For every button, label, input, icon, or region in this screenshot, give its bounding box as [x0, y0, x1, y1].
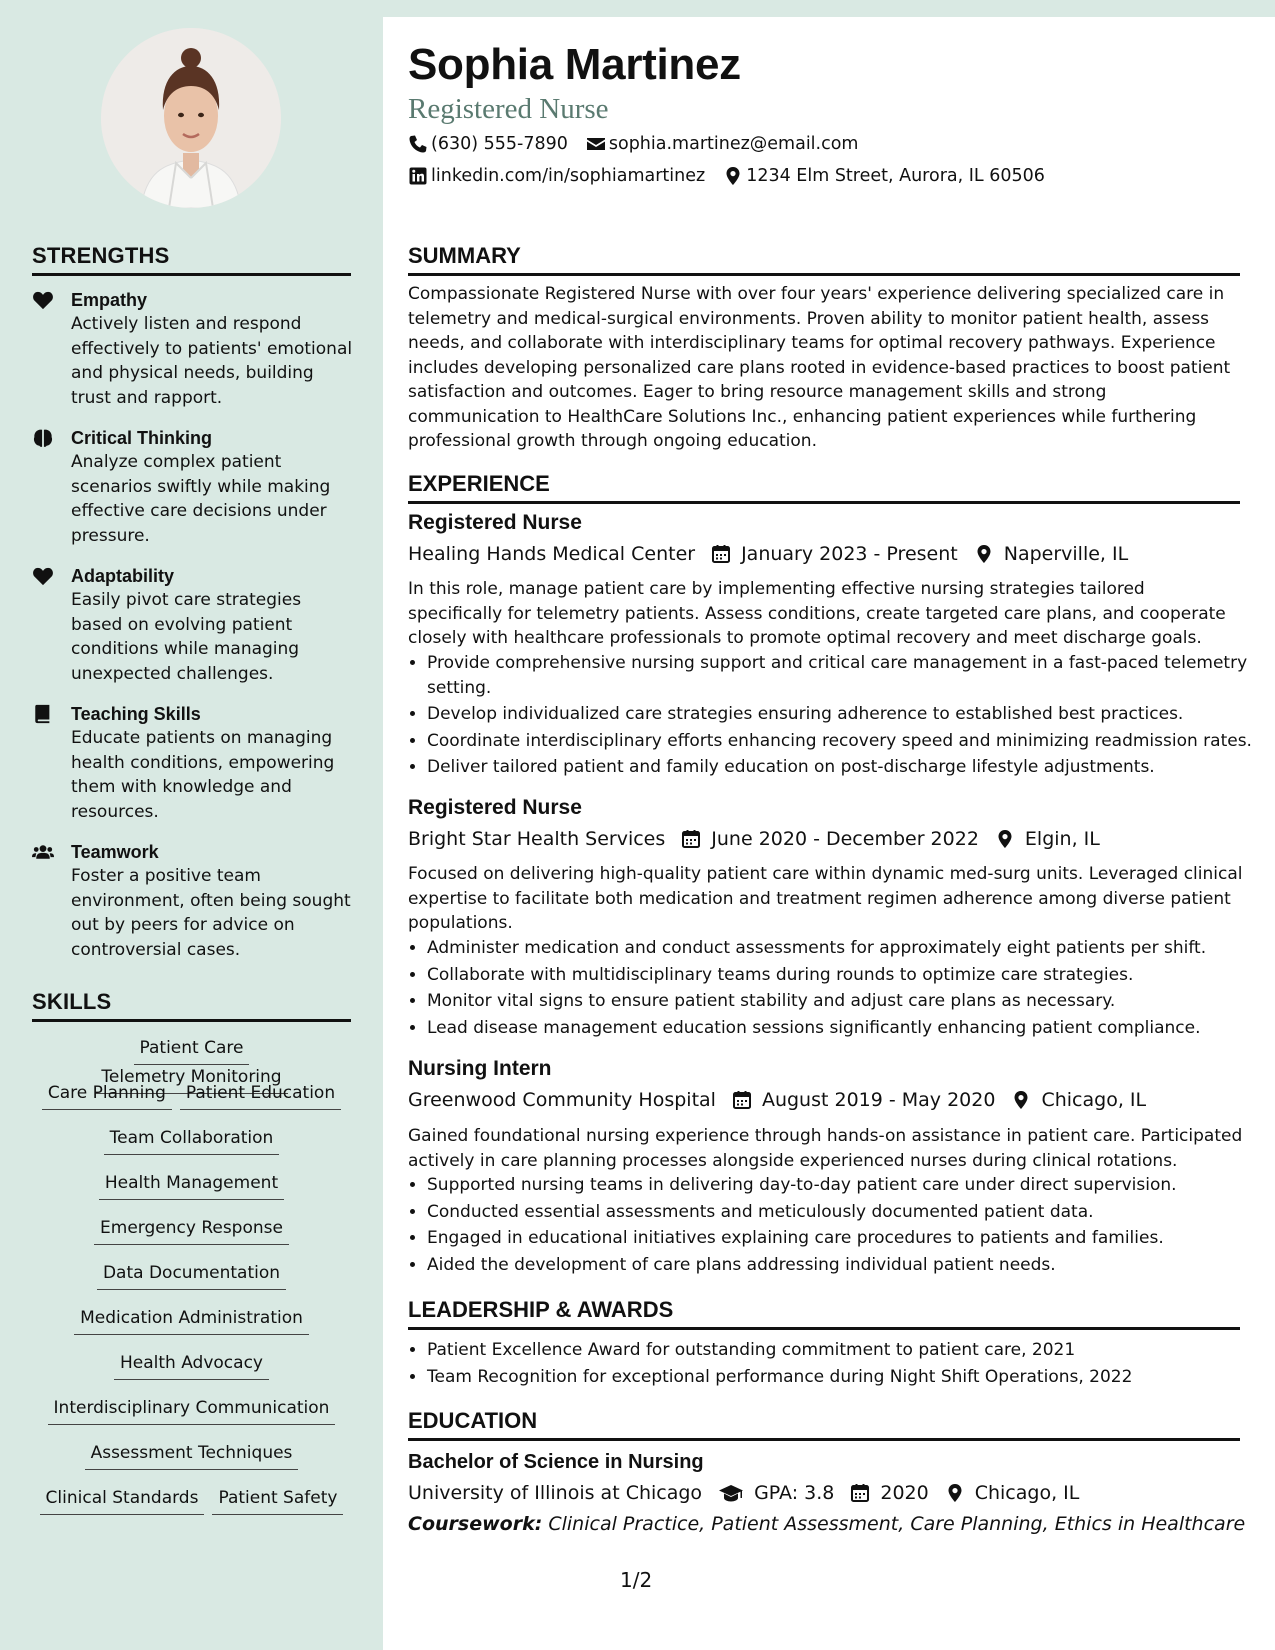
job-bullet: • Deliver tailored patient and family education on post-discharge lifestyle adjustments.: [427, 755, 1262, 780]
award-item: • Patient Excellence Award for outstanding commitment to patient care, 2021: [427, 1338, 1262, 1363]
job-location: Chicago, IL: [1041, 1089, 1147, 1111]
education-heading: EDUCATION: [408, 1408, 1240, 1441]
job-location: Elgin, IL: [1024, 828, 1100, 850]
strength-title: Critical Thinking: [71, 428, 213, 448]
job-description: Gained foundational nursing experience through hands-on assistance in patient care. Participated actively in care planning processes alongside experienced nurses during clinical rotations.: [408, 1126, 1243, 1171]
strength-desc: Educate patients on managing health conditions, empowering them with knowledge and resources.: [71, 728, 335, 822]
location-pin-icon: [945, 1483, 965, 1503]
job-description: Focused on delivering high-quality patient care within dynamic med-surg units. Leveraged clinical expertise to facilitate both medication and treatment regimen adherence among diverse patient populations.: [408, 864, 1243, 933]
skill-chip: Health Advocacy: [114, 1351, 269, 1380]
degree-title: Bachelor of Science in Nursing: [408, 1451, 704, 1473]
contact-row-2: [408, 166, 1045, 186]
awards-list: [408, 1338, 1262, 1391]
job-bullets: [408, 1173, 1262, 1279]
linkedin-link[interactable]: linkedin.com/in/sophiamartinez: [431, 166, 706, 186]
strength-desc: Foster a positive team environment, often being sought out by peers for advice on controversial cases.: [71, 866, 351, 960]
summary-text: Compassionate Registered Nurse with over four years' experience delivering specialized care in telemetry and medical-surgical environments. Proven ability to monitor patient health, assess needs, and collaborate with interdisciplinary teams for optimal recovery pathways. Experience includes developing personalized care plans rooted in evidence-based practices to boost patient satisfaction and outcomes. Eager to bring resource management skills and strong communication to HealthCare Solutions Inc., enhancing patient experiences while furthering professional growth through ongoing education.: [408, 284, 1231, 451]
strength-item: [32, 288, 354, 410]
address-text: 1234 Elm Street, Aurora, IL 60506: [746, 166, 1045, 186]
strengths-list: [32, 288, 354, 978]
skills-heading: SKILLS: [32, 989, 351, 1022]
skill-chip: Interdisciplinary Communication: [48, 1396, 336, 1425]
linkedin-icon: [408, 166, 428, 186]
job-dates: August 2019 - May 2020: [761, 1089, 996, 1111]
job-bullets: [408, 651, 1262, 782]
strength-title: Teamwork: [71, 842, 159, 862]
job-dates: January 2023 - Present: [741, 543, 958, 565]
coursework-line: [408, 1513, 1245, 1535]
job-meta: [408, 543, 1128, 565]
school-name: University of Illinois at Chicago: [408, 1482, 703, 1504]
job-bullet: • Provide comprehensive nursing support and critical care management in a fast-paced telemetry setting.: [427, 651, 1262, 700]
strength-item: [32, 840, 354, 962]
award-item: • Team Recognition for exceptional performance during Night Shift Operations, 2022: [427, 1365, 1262, 1390]
skill-chip: Patient Safety: [212, 1486, 343, 1515]
graduation-year: 2020: [880, 1482, 929, 1504]
job-description: In this role, manage patient care by implementing effective nursing strategies tailored specifically for telemetry patients. Assess conditions, create targeted care plans, and cooperate closely with healthcare professionals to promote optimal recovery and meet discharge goals.: [408, 579, 1226, 648]
phone-text: (630) 555-7890: [431, 134, 568, 154]
location-pin-icon: [974, 544, 994, 564]
page-indicator: 1/2: [620, 1568, 653, 1592]
heart-icon: [32, 290, 54, 310]
job-company: Healing Hands Medical Center: [408, 543, 696, 565]
strength-desc: Easily pivot care strategies based on evolving patient conditions while managing unexpected challenges.: [71, 590, 302, 684]
brain-icon: [32, 428, 54, 448]
school-location: Chicago, IL: [974, 1482, 1080, 1504]
job-meta: [408, 828, 1100, 850]
skill-chip: Data Documentation: [97, 1261, 286, 1290]
job-company: Bright Star Health Services: [408, 828, 666, 850]
summary-heading: SUMMARY: [408, 243, 1240, 276]
location-pin-icon: [1011, 1090, 1031, 1110]
job-bullet: • Administer medication and conduct assessments for approximately eight patients per shift.: [427, 936, 1262, 961]
strength-title: Adaptability: [71, 566, 175, 586]
calendar-icon: [711, 544, 731, 564]
users-icon: [32, 842, 54, 862]
awards-heading: LEADERSHIP & AWARDS: [408, 1297, 1240, 1330]
calendar-icon: [850, 1483, 870, 1503]
strength-desc: Analyze complex patient scenarios swiftly while making effective care decisions under pressure.: [71, 452, 331, 546]
phone-icon: [408, 134, 428, 154]
job-bullet: • Collaborate with multidisciplinary teams during rounds to optimize care strategies.: [427, 963, 1262, 988]
location-pin-icon: [723, 166, 743, 186]
skill-chip: Assessment Techniques: [85, 1441, 299, 1470]
profile-photo: [101, 28, 281, 208]
skill-chip: Team Collaboration: [104, 1126, 280, 1155]
skill-chip: Emergency Response: [94, 1216, 289, 1245]
job-bullet: • Monitor vital signs to ensure patient stability and adjust care plans as necessary.: [427, 989, 1262, 1014]
email-link[interactable]: sophia.martinez@email.com: [608, 134, 859, 154]
email-icon: [586, 134, 606, 154]
strength-title: Teaching Skills: [71, 704, 201, 724]
skill-chip: Patient Education: [180, 1081, 341, 1110]
job-bullet: • Lead disease management education sessions significantly enhancing patient compliance.: [427, 1016, 1262, 1041]
skill-chip: Patient Care: [134, 1036, 250, 1065]
job-bullet: • Conducted essential assessments and meticulously documented patient data.: [427, 1200, 1262, 1225]
education-meta: [408, 1482, 1079, 1504]
strength-desc: Actively listen and respond effectively to patients' emotional and physical needs, building trust and rapport.: [71, 314, 353, 408]
job-dates: June 2020 - December 2022: [711, 828, 979, 850]
job-title: Registered Nurse: [408, 511, 582, 534]
job-bullet: • Develop individualized care strategies ensuring adherence to established best practices.: [427, 702, 1262, 727]
graduation-cap-icon: [718, 1483, 744, 1503]
book-icon: [32, 704, 54, 724]
contact-row-1: [408, 134, 858, 154]
job-title: Registered Nurse: [408, 796, 582, 819]
calendar-icon: [732, 1090, 752, 1110]
skill-chip: Medication Administration: [74, 1306, 309, 1335]
heart-icon: [32, 566, 54, 586]
job-location: Naperville, IL: [1003, 543, 1129, 565]
experience-heading: EXPERIENCE: [408, 471, 1240, 504]
strength-item: [32, 702, 354, 824]
job-title: Nursing Intern: [408, 1057, 552, 1080]
strength-title: Empathy: [71, 290, 148, 310]
skill-chip: Telemetry Monitoring: [95, 1065, 287, 1094]
coursework-label: Coursework:: [408, 1513, 543, 1535]
strengths-heading: STRENGTHS: [32, 243, 351, 276]
calendar-icon: [681, 829, 701, 849]
job-bullet: • Supported nursing teams in delivering day-to-day patient care under direct supervision.: [427, 1173, 1262, 1198]
job-bullet: • Coordinate interdisciplinary efforts enhancing recovery speed and minimizing readmission rates.: [427, 729, 1262, 754]
skill-chip: Health Management: [99, 1171, 284, 1200]
job-bullet: • Aided the development of care plans addressing individual patient needs.: [427, 1253, 1262, 1278]
gpa-text: GPA: 3.8: [754, 1482, 835, 1504]
strength-item: [32, 564, 354, 686]
job-company: Greenwood Community Hospital: [408, 1089, 716, 1111]
job-bullets: [408, 936, 1262, 1042]
coursework-text: Clinical Practice, Patient Assessment, Care Planning, Ethics in Healthcare: [548, 1513, 1246, 1535]
location-pin-icon: [995, 829, 1015, 849]
candidate-role: Registered Nurse: [408, 93, 609, 125]
strength-item: [32, 426, 354, 548]
job-bullet: • Engaged in educational initiatives explaining care procedures to patients and families.: [427, 1226, 1262, 1251]
candidate-name: Sophia Martinez: [408, 40, 741, 89]
skill-chip: Clinical Standards: [40, 1486, 205, 1515]
skills-list: [32, 1036, 351, 1531]
skill-chip: Care Planning: [42, 1081, 172, 1110]
job-meta: [408, 1089, 1146, 1111]
